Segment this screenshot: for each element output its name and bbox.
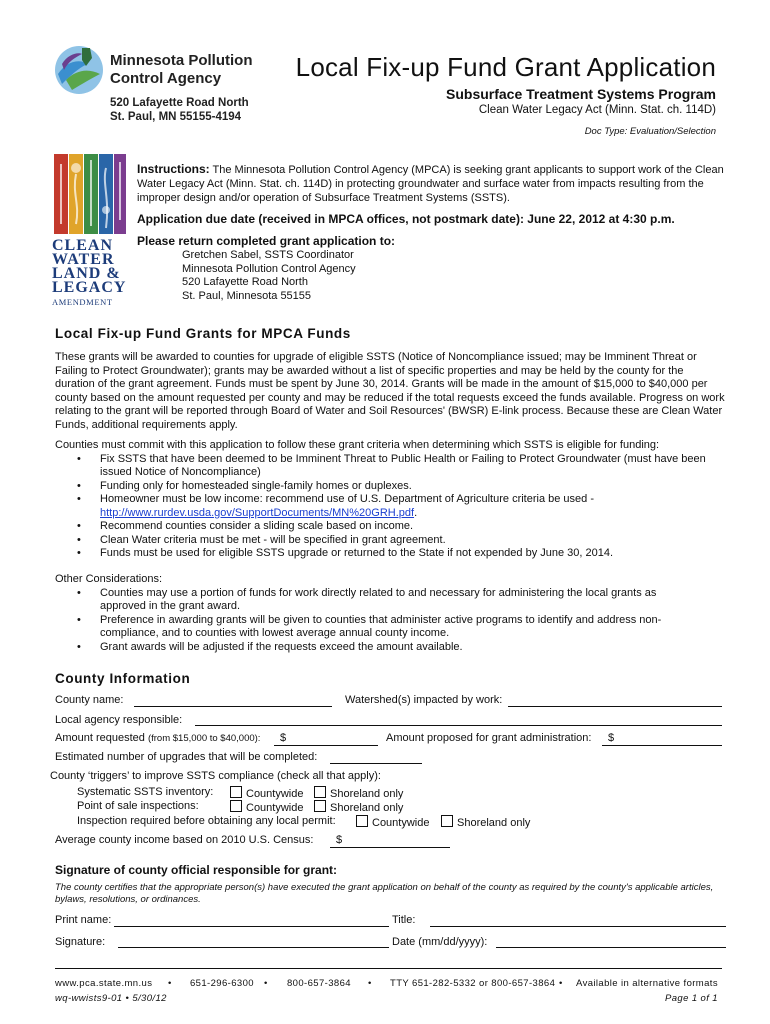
usda-link[interactable]: http://www.rurdev.usda.gov/SupportDocuments/MN%20GRH.pdf (100, 506, 415, 519)
signature-heading: Signature of county official responsible for grant: (55, 863, 338, 877)
doc-type: Doc Type: Evaluation/Selection (584, 126, 716, 137)
page-title: Local Fix-up Fund Grant Application (295, 52, 716, 82)
legacy-word-3: LAND & (52, 265, 121, 282)
return-address-line: Gretchen Sabel, SSTS Coordinator (182, 249, 354, 261)
grants-paragraph: These grants will be awarded to counties for upgrade of eligible SSTS (Notice of Noncompliance issued; may be Imminent Threat or Failing to Protect Groundwater); grants may be awarded without a list of specific properties and may be held by the county for the duration of the grant agreement. Funds must be spent by June 30, 2014. Grants will be made in the amount of $15,000 to $40,000 per county based on the amount requested per county and may be reduced if the total requests exceed the funds available. Progress on work relating to the grant will be reported through Board of Water and Soil Resources' (BWSR) E-link process. Because these are Clean Water Funds, additional requirements apply. (55, 351, 725, 431)
amount-admin-label: Amount proposed for grant administration: (386, 732, 592, 744)
criteria-item: • Fix SSTS that have been deemed to be Imminent Threat to Public Health or Failing to Protect Groundwater (must have been issued Notice of Noncompliance) (55, 453, 725, 480)
print-name-field[interactable] (114, 926, 389, 927)
amount-admin-field[interactable] (602, 745, 722, 746)
countywide-label: Countywide (372, 817, 430, 829)
systematic-shoreland[interactable] (314, 786, 403, 800)
return-address-line: Minnesota Pollution Control Agency (182, 262, 356, 275)
other-item: • Counties may use a portion of funds for work directly related to and necessary for administering the local grants as approved in the grant award. (55, 587, 695, 614)
other-item: • Grant awards will be adjusted if the requests exceed the amount available. (55, 641, 695, 655)
footer-doc-id: wq-wwists9-01 • 5/30/12 (55, 993, 167, 1004)
act-reference: Clean Water Legacy Act (Minn. Stat. ch. 114D) (478, 104, 716, 116)
agency-name (110, 52, 253, 88)
dollar-sign: $ (336, 834, 343, 846)
county-info-heading: County Information (55, 671, 191, 686)
signature-field[interactable] (118, 947, 389, 948)
footer-phone2: 800-657-3864 (287, 978, 351, 989)
dollar-sign: $ (280, 732, 287, 744)
upgrades-field[interactable] (330, 763, 422, 764)
return-address (182, 249, 356, 303)
footer-formats: Available in alternative formats (576, 978, 718, 989)
watershed-label: Watershed(s) impacted by work: (345, 694, 503, 706)
date-label: Date (mm/dd/yyyy): (392, 936, 488, 948)
local-agency-label: Local agency responsible: (55, 714, 183, 726)
systematic-countywide[interactable] (230, 786, 303, 800)
doc-date: 5/30/12 (132, 993, 167, 1004)
shoreland-label: Shoreland only (330, 788, 404, 800)
footer-phone1: 651-296-6300 (190, 978, 254, 989)
agency-address-line2: St. Paul, MN 55155-4194 (110, 111, 242, 123)
return-address-line: 520 Lafayette Road North (182, 276, 308, 288)
legacy-word-2: WATER (52, 251, 115, 268)
date-field[interactable] (496, 947, 726, 948)
checkbox[interactable] (356, 815, 368, 827)
avg-income-field[interactable] (330, 847, 450, 848)
return-label: Please return completed grant application to: (137, 234, 396, 248)
grants-heading: Local Fix-up Fund Grants for MPCA Funds (55, 326, 351, 341)
point-of-sale-label: Point of sale inspections: (77, 800, 199, 812)
page-number: Page 1 of 1 (665, 993, 718, 1004)
return-address-line: St. Paul, Minnesota 55155 (182, 289, 312, 302)
criteria-item-text: Homeowner must be low income: recommend use of U.S. Department of Agriculture criteria be used - (100, 493, 594, 505)
countywide-label: Countywide (246, 802, 304, 814)
checkbox[interactable] (230, 786, 242, 798)
watershed-field[interactable] (508, 706, 722, 707)
checkbox[interactable] (230, 800, 242, 812)
agency-address (110, 96, 249, 124)
avg-income-label: Average county income based on 2010 U.S. Census: (55, 834, 314, 846)
amount-requested-text: Amount requested (55, 732, 145, 744)
shoreland-label: Shoreland only (457, 817, 531, 829)
due-date: Application due date (received in MPCA offices, not postmark date): June 22, 2012 at 4:30 p.m. (137, 212, 675, 226)
legacy-art-icon (52, 154, 128, 234)
inspection-countywide[interactable] (356, 815, 429, 829)
title-label: Title: (392, 914, 416, 926)
instructions-text: The Minnesota Pollution Control Agency (MPCA) is seeking grant applicants to support work of the Clean Water Legacy Act (Minn. Stat. ch. 114D) in protecting groundwater and surface water from impacts resulting from the improper design and/or operation of Subsurface Treatment Systems (SSTS). (137, 164, 724, 204)
dollar-sign: $ (608, 732, 615, 744)
other-considerations (55, 573, 695, 654)
agency-name-line1: Minnesota Pollution (110, 52, 253, 69)
criteria-item: • Clean Water criteria must be met - will be specified in grant agreement. (55, 534, 725, 548)
pos-countywide[interactable] (230, 800, 303, 814)
checkbox[interactable] (314, 786, 326, 798)
countywide-label: Countywide (246, 788, 304, 800)
checkbox[interactable] (441, 815, 453, 827)
clean-water-legacy-logo (52, 154, 128, 307)
footer-bullet: • (559, 978, 563, 989)
mpca-logo-icon (52, 44, 108, 96)
county-name-field[interactable] (134, 706, 332, 707)
instructions (137, 162, 725, 205)
amount-requested-label (55, 732, 260, 744)
footer-website[interactable]: www.pca.state.mn.us (55, 978, 153, 989)
legacy-word-4: LEGACY (52, 279, 127, 296)
footer-bullet: • (264, 978, 268, 989)
triggers-label: County ‘triggers’ to improve SSTS compliance (check all that apply): (50, 770, 381, 782)
criteria-intro: Counties must commit with this application to follow these grant criteria when determining which SSTS is eligible for funding: (55, 439, 660, 451)
agency-address-line1: 520 Lafayette Road North (110, 97, 249, 109)
certification-text: The county certifies that the appropriate person(s) have executed the grant application on behalf of the county as required by the county's applicable articles, bylaws, resolutions, or ordinances. (55, 882, 714, 905)
other-item: • Preference in awarding grants will be given to counties that administer active programs to identify and address non-compliance, and to counties with lowest average annual county income. (55, 614, 695, 641)
signature-label: Signature: (55, 936, 106, 948)
systematic-label: Systematic SSTS inventory: (77, 786, 214, 798)
checkbox[interactable] (314, 800, 326, 812)
footer-bullet: • (368, 978, 372, 989)
upgrades-label: Estimated number of upgrades that will be completed: (55, 751, 318, 763)
criteria-block (55, 439, 725, 561)
title-field[interactable] (430, 926, 726, 927)
amount-requested-field[interactable] (274, 745, 378, 746)
instructions-label: Instructions: (137, 162, 210, 176)
shoreland-label: Shoreland only (330, 802, 404, 814)
print-name-label: Print name: (55, 914, 112, 926)
footer-divider (55, 968, 722, 969)
criteria-item: • Homeowner must be low income: recommend use of U.S. Department of Agriculture criteria be used - http://www.rurdev.usda.gov/SupportDocuments/MN%20GRH.pdf. (55, 493, 725, 520)
legacy-amendment: AMENDMENT (52, 297, 113, 307)
program-name: Subsurface Treatment Systems Program (446, 86, 716, 102)
legacy-word-1: CLEAN (52, 237, 114, 254)
pos-shoreland[interactable] (314, 800, 403, 814)
criteria-item: • Funding only for homesteaded single-family homes or duplexes. (55, 480, 725, 494)
inspection-shoreland[interactable] (441, 815, 530, 829)
amount-range: (from $15,000 to $40,000): (147, 733, 261, 744)
county-name-label: County name: (55, 694, 124, 706)
footer-tty: TTY 651-282-5332 or 800-657-3864 (390, 978, 556, 989)
criteria-item: • Funds must be used for eligible SSTS upgrade or returned to the State if not expended by June 30, 2014. (55, 547, 725, 561)
other-label: Other Considerations: (55, 573, 162, 585)
inspection-label: Inspection required before obtaining any local permit: (77, 815, 336, 827)
footer-bullet: • (168, 978, 172, 989)
criteria-item: • Recommend counties consider a sliding scale based on income. (55, 520, 725, 534)
agency-name-line2: Control Agency (110, 70, 222, 87)
doc-id: wq-wwists9-01 (55, 993, 123, 1004)
local-agency-field[interactable] (195, 725, 722, 726)
